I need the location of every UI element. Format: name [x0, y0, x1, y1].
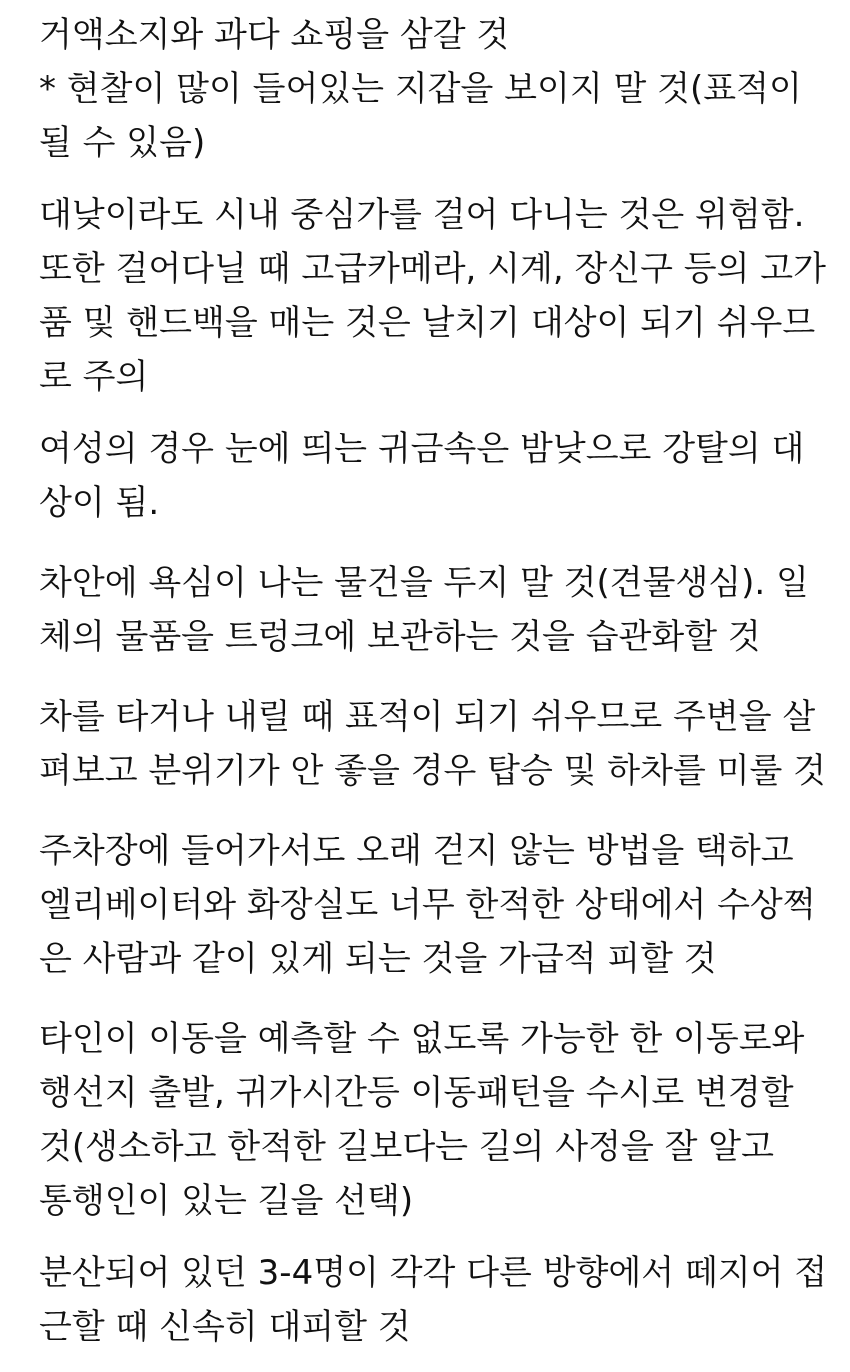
- text-line: 품 및 핸드백을 매는 것은 날치기 대상이 되기 쉬우므: [39, 303, 816, 343]
- text-line: 통행인이 있는 길을 선택): [39, 1181, 414, 1221]
- text-line: * 현찰이 많이 들어있는 지갑을 보이지 말 것(표적이: [39, 69, 802, 109]
- paragraph-downtown-warning: [39, 188, 829, 404]
- text-line: 것(생소하고 한적한 길보다는 길의 사정을 잘 알고: [39, 1127, 774, 1167]
- text-line: 타인이 이동을 예측할 수 없도록 가능한 한 이동로와: [39, 1019, 805, 1059]
- text-line: 거액소지와 과다 쇼핑을 삼갈 것: [39, 15, 510, 55]
- paragraph-boarding-caution: [39, 690, 829, 798]
- text-line: 체의 물품을 트렁크에 보관하는 것을 습관화할 것: [39, 617, 761, 657]
- paragraph-group-approach: [39, 1246, 829, 1354]
- paragraph-cash-warning: [39, 8, 829, 170]
- text-line: 차안에 욕심이 나는 물건을 두지 말 것(견물생심). 일: [39, 563, 809, 603]
- text-line: 상이 됨.: [39, 483, 160, 523]
- text-line: 로 주의: [39, 357, 149, 397]
- text-line: 주차장에 들어가서도 오래 걷지 않는 방법을 택하고: [39, 831, 794, 871]
- text-line: 행선지 출발, 귀가시간등 이동패턴을 수시로 변경할: [39, 1073, 794, 1113]
- text-line: 근할 때 신속히 대피할 것: [39, 1307, 411, 1347]
- text-line: 될 수 있음): [39, 123, 206, 163]
- text-line: 은 사람과 같이 있게 되는 것을 가급적 피할 것: [39, 939, 717, 979]
- paragraph-route-pattern: [39, 1012, 829, 1228]
- text-line: 펴보고 분위기가 안 좋을 경우 탑승 및 하차를 미룰 것: [39, 751, 826, 791]
- text-line: 여성의 경우 눈에 띄는 귀금속은 밤낮으로 강탈의 대: [39, 429, 805, 469]
- paragraph-jewelry-warning: [39, 422, 829, 530]
- text-line: 엘리베이터와 화장실도 너무 한적한 상태에서 수상쩍: [39, 885, 816, 925]
- text-line: 또한 걸어다닐 때 고급카메라, 시계, 장신구 등의 고가: [39, 249, 826, 289]
- paragraph-parking-caution: [39, 824, 829, 986]
- text-line: 차를 타거나 내릴 때 표적이 되기 쉬우므로 주변을 살: [39, 697, 816, 737]
- paragraph-car-valuables: [39, 556, 829, 664]
- text-line: 분산되어 있던 3-4명이 각각 다른 방향에서 떼지어 접: [39, 1253, 828, 1293]
- text-line: 대낮이라도 시내 중심가를 걸어 다니는 것은 위험함.: [39, 195, 805, 235]
